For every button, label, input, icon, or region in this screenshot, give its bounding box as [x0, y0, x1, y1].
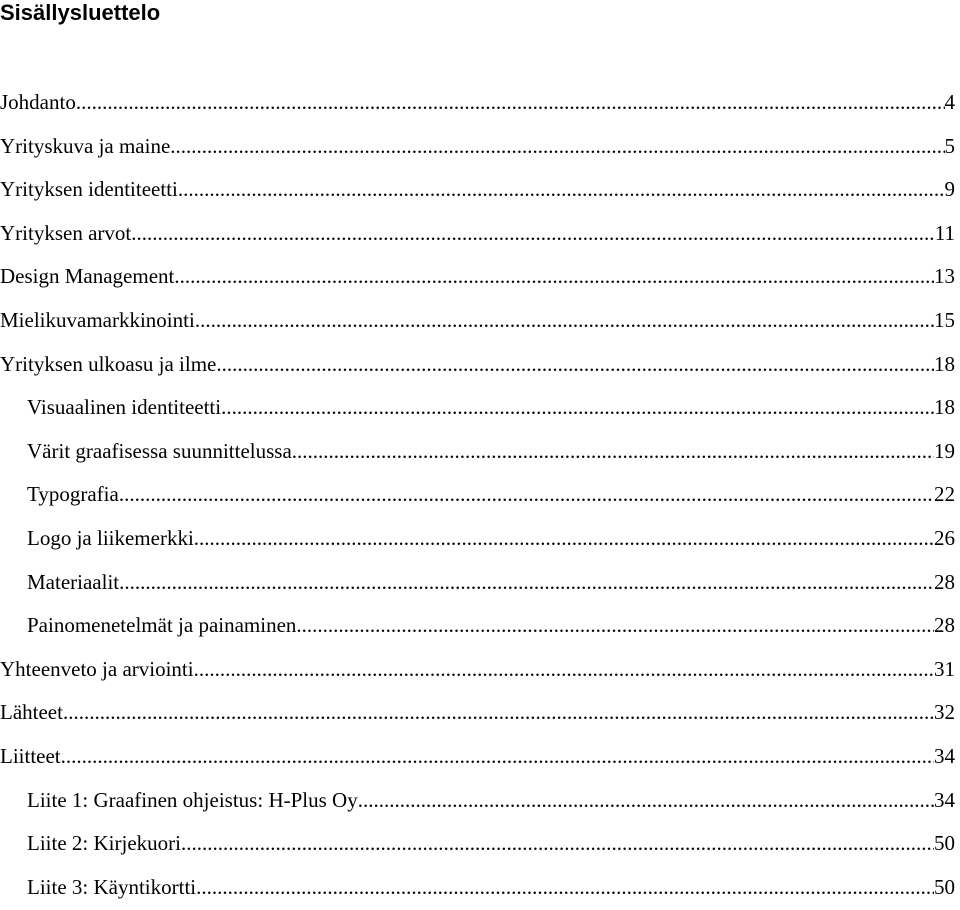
dot-leader — [181, 823, 934, 863]
dot-leader — [194, 649, 934, 689]
toc-entry-lahteet[interactable] — [0, 692, 960, 736]
toc-entry-page: 50 — [934, 874, 955, 899]
toc-entry-visuaalinen-identiteetti[interactable] — [0, 387, 960, 431]
toc-entry-label: Materiaalit — [27, 562, 119, 602]
toc-entry-logo-ja-liikemerkki[interactable] — [0, 518, 960, 562]
toc-entry-label: Logo ja liikemerkki — [27, 518, 194, 558]
dot-leader — [131, 213, 935, 253]
toc-entry-label: Yrityskuva ja maine — [0, 126, 170, 166]
toc-entry-typografia[interactable] — [0, 474, 960, 518]
dot-leader — [296, 605, 934, 645]
toc-entry-page: 19 — [934, 438, 955, 463]
toc-entry-page: 28 — [934, 569, 955, 594]
dot-leader — [63, 692, 934, 732]
toc-entry-page: 34 — [934, 787, 955, 812]
toc-entry-page: 13 — [934, 264, 955, 289]
toc-entry-page: 18 — [934, 351, 955, 376]
toc-entry-liite-1[interactable] — [0, 780, 960, 824]
dot-leader — [174, 256, 934, 296]
toc-entry-materiaalit[interactable] — [0, 562, 960, 606]
dot-leader — [170, 126, 944, 166]
dot-leader — [221, 387, 934, 427]
dot-leader — [194, 518, 934, 558]
dot-leader — [119, 474, 934, 514]
toc-entry-label: Typografia — [27, 474, 119, 514]
toc-entry-page: 5 — [944, 133, 955, 158]
toc-entry-liitteet[interactable] — [0, 736, 960, 780]
dot-leader — [292, 431, 934, 471]
dot-leader — [76, 82, 945, 122]
toc-entry-design-management[interactable] — [0, 256, 960, 300]
toc-entry-label: Johdanto — [0, 82, 76, 122]
toc-entry-liite-2[interactable] — [0, 823, 960, 867]
toc-entry-page: 34 — [934, 743, 955, 768]
toc-entry-label: Liite 3: Käyntikortti — [27, 867, 196, 907]
toc-entry-label: Design Management — [0, 256, 174, 296]
dot-leader — [196, 867, 934, 907]
toc-entry-label: Liitteet — [0, 736, 61, 776]
page-title: Sisällysluettelo — [0, 0, 161, 25]
toc-entry-label: Mielikuvamarkkinointi — [0, 300, 195, 340]
table-of-contents — [0, 82, 960, 910]
dot-leader — [119, 562, 934, 602]
toc-entry-johdanto[interactable] — [0, 82, 960, 126]
dot-leader — [358, 780, 934, 820]
toc-entry-label: Visuaalinen identiteetti — [27, 387, 221, 427]
toc-entry-painomenetelmat-ja-painaminen[interactable] — [0, 605, 960, 649]
toc-entry-label: Liite 1: Graafinen ohjeistus: H-Plus Oy — [27, 780, 358, 820]
toc-entry-page: 11 — [934, 220, 955, 245]
toc-entry-page: 22 — [934, 482, 955, 507]
toc-entry-label: Painomenetelmät ja painaminen — [27, 605, 296, 645]
dot-leader — [178, 169, 945, 209]
toc-entry-label: Yrityksen ulkoasu ja ilme — [0, 344, 216, 384]
dot-leader — [195, 300, 934, 340]
toc-entry-yrityksen-arvot[interactable] — [0, 213, 960, 257]
toc-entry-yrityksen-ulkoasu-ja-ilme[interactable] — [0, 344, 960, 388]
dot-leader — [61, 736, 934, 776]
toc-entry-varit-graafisessa-suunnittelussa[interactable] — [0, 431, 960, 475]
toc-entry-page: 18 — [934, 395, 955, 420]
toc-entry-label: Yrityksen identiteetti — [0, 169, 178, 209]
toc-entry-label: Liite 2: Kirjekuori — [27, 823, 181, 863]
toc-entry-label: Värit graafisessa suunnittelussa — [27, 431, 292, 471]
toc-entry-page: 9 — [944, 177, 955, 202]
toc-entry-yrityskuva-ja-maine[interactable] — [0, 126, 960, 170]
toc-entry-page: 26 — [934, 525, 955, 550]
toc-entry-yrityksen-identiteetti[interactable] — [0, 169, 960, 213]
toc-entry-mielikuvamarkkinointi[interactable] — [0, 300, 960, 344]
toc-entry-page: 32 — [934, 700, 955, 725]
dot-leader — [216, 344, 934, 384]
toc-entry-label: Yrityksen arvot — [0, 213, 131, 253]
toc-entry-page: 50 — [934, 831, 955, 856]
toc-entry-page: 31 — [934, 656, 955, 681]
toc-entry-page: 15 — [934, 307, 955, 332]
toc-entry-yhteenveto-ja-arviointi[interactable] — [0, 649, 960, 693]
toc-entry-label: Yhteenveto ja arviointi — [0, 649, 194, 689]
toc-entry-label: Lähteet — [0, 692, 63, 732]
toc-entry-page: 28 — [934, 613, 955, 638]
toc-entry-page: 4 — [944, 90, 955, 114]
